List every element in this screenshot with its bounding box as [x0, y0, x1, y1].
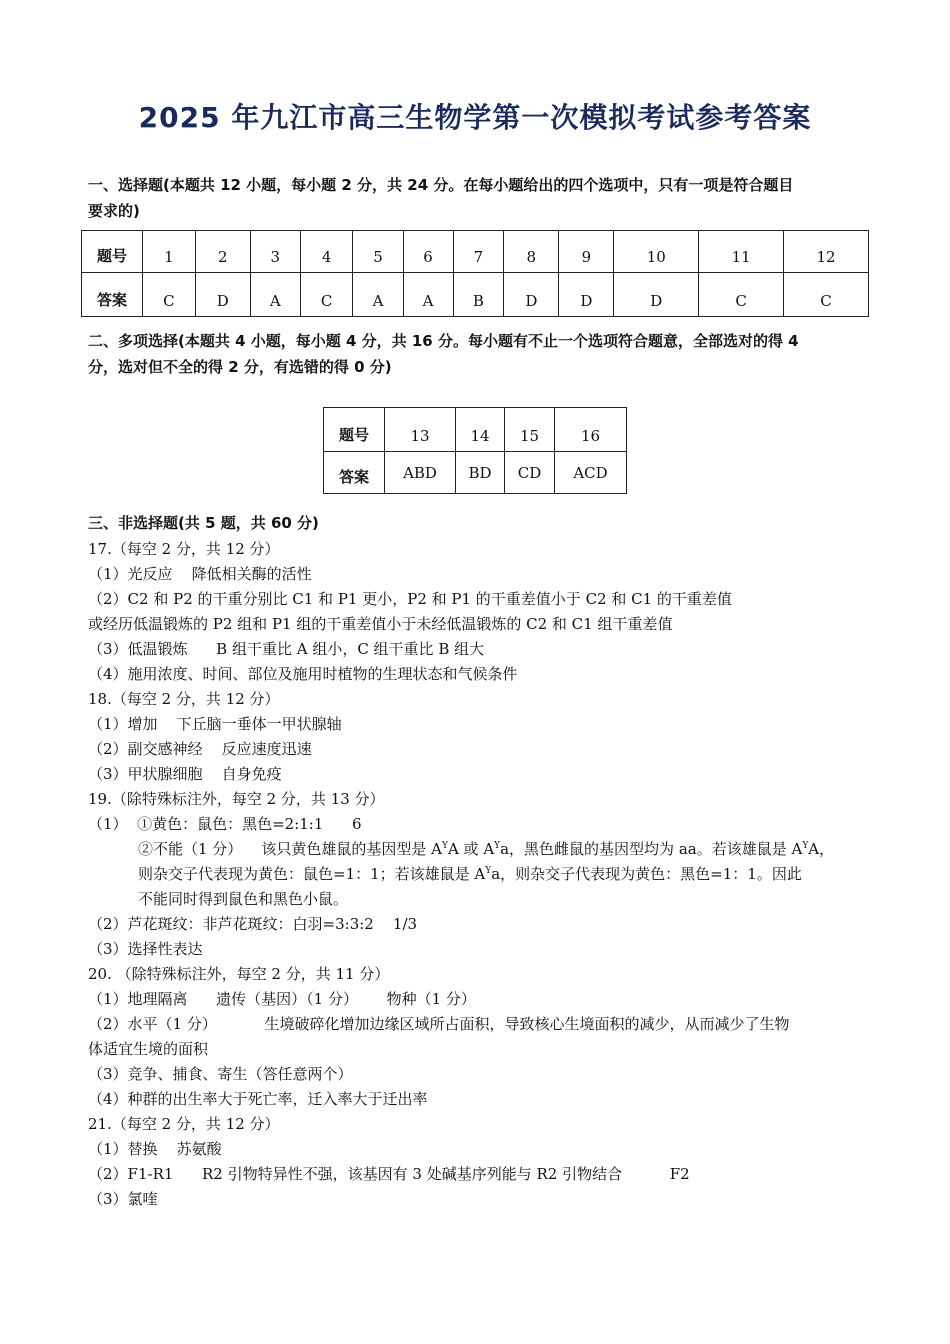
row-label-answer: 答案: [324, 452, 385, 494]
answer-cell: A: [353, 273, 403, 317]
question-number: 5: [353, 231, 403, 273]
q20-heading: 20. （除特殊标注外，每空 2 分，共 11 分）: [88, 965, 390, 983]
text-run: ②不能（1 分） 该只黄色雄鼠的基因型是 A: [138, 840, 442, 858]
question-number: 9: [559, 231, 614, 273]
text-run: 则杂交子代表现为黄色：鼠色=1：1；若该雄鼠是 A: [138, 865, 486, 883]
question-number: 15: [505, 408, 555, 452]
q20-answer-2: （2）水平（1 分） 生境破碎化增加边缘区域所占面积，导致核心生境面积的减少，从而减少了生物: [88, 1015, 790, 1033]
section1-heading-line1: 一、选择题(本题共 12 小题，每小题 2 分，共 24 分。在每小题给出的四个选项中，只有一项是符合题目: [88, 176, 794, 194]
superscript: Y: [442, 841, 448, 851]
answer-cell: B: [453, 273, 504, 317]
section1-heading-line2: 要求的): [88, 202, 140, 220]
q21-answer-3: （3）氯喹: [88, 1190, 158, 1208]
q20-answer-4: （4）种群的出生率大于死亡率，迁入率大于迁出率: [88, 1090, 428, 1108]
answer-cell: C: [300, 273, 353, 317]
question-number: 7: [453, 231, 504, 273]
q17-heading: 17.（每空 2 分，共 12 分）: [88, 540, 280, 558]
q17-answer-3: （3）低温锻炼 B 组干重比 A 组小，C 组干重比 B 组大: [88, 640, 485, 658]
section1-answer-table: [81, 230, 869, 317]
q19-answer-1-part2: [138, 838, 928, 860]
answer-cell: CD: [505, 452, 555, 494]
section2-answer-table: [323, 407, 627, 494]
q18-answer-2: （2）副交感神经 反应速度迅速: [88, 740, 312, 758]
question-number: 14: [456, 408, 505, 452]
answer-cell: ABD: [385, 452, 456, 494]
row-label-question: 题号: [82, 231, 143, 273]
text-run: A 或 A: [447, 840, 495, 858]
answer-cell: ACD: [554, 452, 626, 494]
answer-cell: D: [195, 273, 250, 317]
page-title: 2025 年九江市高三生物学第一次模拟考试参考答案: [138, 101, 812, 134]
q19-answer-1-part2-end: 不能同时得到鼠色和黑色小鼠。: [138, 890, 349, 908]
answer-cell: C: [699, 273, 784, 317]
table-row-questions: [324, 408, 627, 452]
q17-answer-4: （4）施用浓度、时间、部位及施用时植物的生理状态和气候条件: [88, 665, 518, 683]
q17-answer-2: （2）C2 和 P2 的干重分别比 C1 和 P1 更小，P2 和 P1 的干重差值小于 C2 和 C1 的干重差值: [88, 590, 732, 608]
table-row-answers: [324, 452, 627, 494]
q18-heading: 18.（每空 2 分，共 12 分）: [88, 690, 280, 708]
section2-heading-line2: 分，选对但不全的得 2 分，有选错的得 0 分): [88, 358, 392, 376]
answer-cell: A: [250, 273, 300, 317]
question-number: 6: [403, 231, 453, 273]
q19-answer-1: （1） ①黄色：鼠色：黑色=2:1:1 6: [88, 815, 362, 833]
table-row-questions: [82, 231, 869, 273]
q19-answer-3: （3）选择性表达: [88, 940, 203, 958]
question-number: 11: [699, 231, 784, 273]
question-number: 2: [195, 231, 250, 273]
superscript: Y: [485, 866, 492, 876]
answer-cell: A: [403, 273, 453, 317]
question-number: 12: [784, 231, 869, 273]
answer-cell: D: [614, 273, 699, 317]
question-number: 10: [614, 231, 699, 273]
answer-cell: BD: [456, 452, 505, 494]
text-run: a，黑色雌鼠的基因型均为 aa。若该雄鼠是 A: [500, 840, 803, 858]
q17-answer-1: （1）光反应 降低相关酶的活性: [88, 565, 312, 583]
question-number: 16: [554, 408, 626, 452]
section2-heading-line1: 二、多项选择(本题共 4 小题，每小题 4 分，共 16 分。每小题有不止一个选项符合题意，全部选对的得 4: [88, 332, 799, 350]
question-number: 13: [385, 408, 456, 452]
superscript: Y: [802, 841, 809, 851]
row-label-question: 题号: [324, 408, 385, 452]
table-row-answers: [82, 273, 869, 317]
q19-answer-2: （2）芦花斑纹：非芦花斑纹：白羽=3:3:2 1/3: [88, 915, 418, 933]
q21-heading: 21.（每空 2 分，共 12 分）: [88, 1115, 280, 1133]
q21-answer-1: （1）替换 苏氨酸: [88, 1140, 222, 1158]
q20-answer-2-cont: 体适宜生境的面积: [88, 1040, 209, 1058]
q17-answer-2-alt: 或经历低温锻炼的 P2 组和 P1 组的干重差值小于未经低温锻炼的 C2 和 C1 组干重差值: [88, 615, 673, 633]
section2-heading: [88, 328, 868, 380]
q19-heading: 19.（除特殊标注外，每空 2 分，共 13 分）: [88, 790, 385, 808]
row-label-answer: 答案: [82, 273, 143, 317]
q18-answer-3: （3）甲状腺细胞 自身免疫: [88, 765, 282, 783]
answer-cell: C: [784, 273, 869, 317]
question-number: 4: [300, 231, 353, 273]
q18-answer-1: （1）增加 下丘脑一垂体一甲状腺轴: [88, 715, 342, 733]
q20-answer-3: （3）竞争、捕食、寄生（答任意两个）: [88, 1065, 353, 1083]
section3-heading: 三、非选择题(共 5 题，共 60 分): [88, 514, 319, 532]
q19-answer-1-part2-cont: [138, 863, 928, 885]
q21-answer-2: （2）F1-R1 R2 引物特异性不强，该基因有 3 处碱基序列能与 R2 引物结合 F2: [88, 1165, 690, 1183]
answer-cell: D: [559, 273, 614, 317]
question-number: 3: [250, 231, 300, 273]
answer-cell: C: [143, 273, 196, 317]
question-number: 1: [143, 231, 196, 273]
question-number: 8: [504, 231, 559, 273]
q20-answer-1: （1）地理隔离 遗传（基因）（1 分） 物种（1 分）: [88, 990, 476, 1008]
text-run: a，则杂交子代表现为黄色：黑色=1：1。因此: [491, 865, 802, 883]
superscript: Y: [494, 841, 501, 851]
section1-heading: [88, 172, 868, 224]
answer-cell: D: [504, 273, 559, 317]
text-run: A，: [808, 840, 835, 858]
